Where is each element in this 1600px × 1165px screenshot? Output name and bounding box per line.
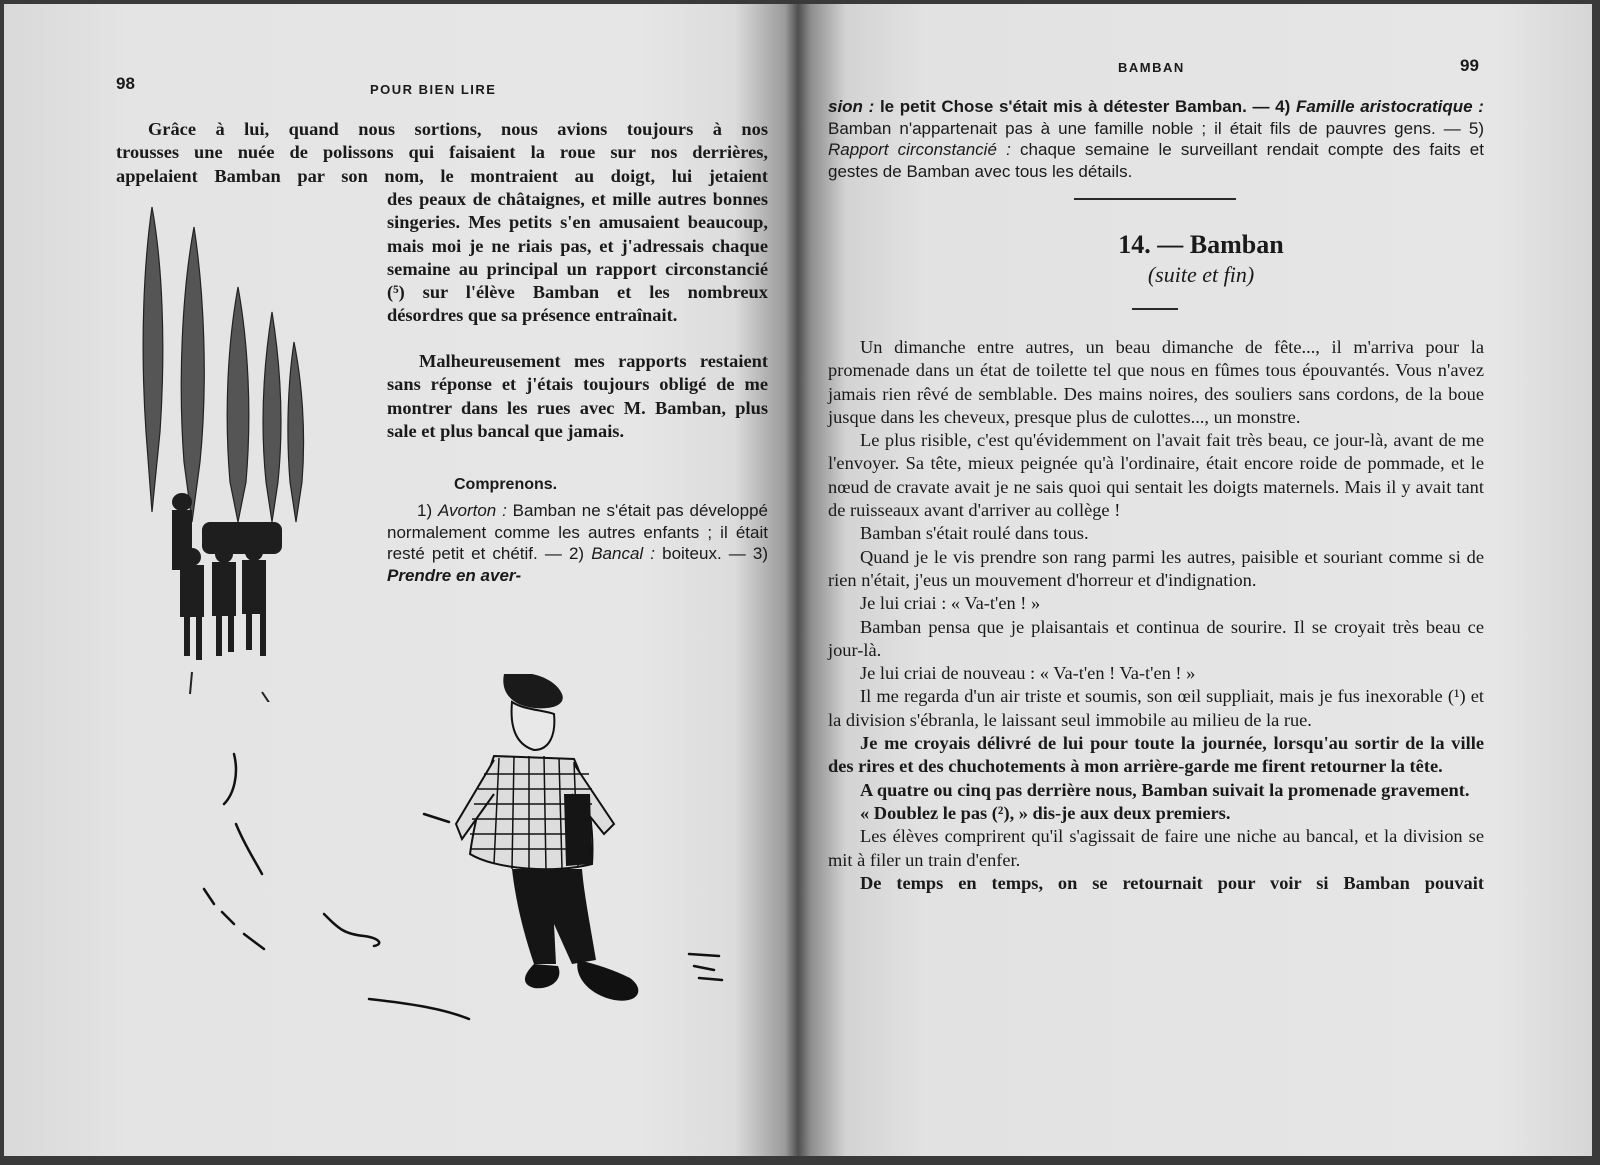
- paragraph-12: Les élèves comprirent qu'il s'agissait de faire une niche au bancal, et la division se mit à filer un train d'enfer.: [828, 826, 1484, 870]
- paragraph-11: « Doublez le pas (²), » dis-je aux deux premiers.: [860, 802, 1231, 823]
- note-3-term-end: sion :: [828, 97, 875, 116]
- left-line-1: Grâce à lui, quand nous sortions, nous avions toujours à nos: [148, 119, 768, 139]
- note-4-text: Bamban n'appartenait pas à une famille noble ; il était fils de pauvres gens. —: [828, 118, 1461, 138]
- note-3-text: le petit Chose s'était mis à détester Bamban. —: [879, 97, 1270, 116]
- paragraph-13: De temps en temps, on se retournait pour voir si Bamban pouvait: [860, 872, 1484, 893]
- note-4-term: Famille aristocratique :: [1295, 97, 1484, 116]
- paragraph-10: A quatre ou cinq pas derrière nous, Bamban suivait la promenade gravement.: [860, 779, 1470, 800]
- note-2-text: boiteux. —: [662, 544, 746, 563]
- note-5-term: Rapport circonstancié :: [828, 140, 1011, 159]
- note-4-number: 4): [1275, 97, 1291, 116]
- book-spread: [4, 4, 1592, 1156]
- note-5-text: chaque semaine le surveillant rendait compte des faits et gestes de Bamban avec tous les détails.: [828, 140, 1484, 181]
- left-page-number: 98: [116, 74, 135, 93]
- left-column-paragraph-1: des peaux de châtaignes, et mille autres bonnes singeries. Mes petits s'en amusaient beaucoup, mais moi je ne riais pas, et j'adressais chaque semaine au principal un rapport circonstancié (⁵) sur l'élève Bamban et les nombreux désordres que sa présence entraînait.: [387, 189, 768, 326]
- notes-heading: Comprenons.: [454, 476, 558, 493]
- note-3-term-start: Prendre en aver-: [387, 565, 522, 585]
- paragraph-9: Je me croyais délivré de lui pour toute la journée, lorsqu'au sortir de la ville des rires et des chuchotements à mon arrière-garde me firent retourner la tête.: [828, 733, 1484, 777]
- right-page-number: 99: [1460, 56, 1479, 75]
- paragraph-6: Bamban pensa que je plaisantais et continua de sourire. Il se croyait très beau ce jour-là.: [828, 616, 1484, 660]
- notes-block-left: [387, 500, 768, 586]
- paragraph-7: Je lui criai de nouveau : « Va-t'en ! Va-t'en ! »: [860, 663, 1196, 684]
- paragraph-1: Un dimanche entre autres, un beau dimanche de fête..., il m'arriva pour la promenade dans un état de toilette tel que nous en fûmes tous épouvantés. Vous n'avez jamais rien rêvé de semblable. Des mains noires, des souliers sans cordons, de la boue jusque dans les cheveux, presque plus de culottes..., un monstre.: [828, 337, 1484, 427]
- right-running-head: BAMBAN: [1118, 60, 1185, 75]
- paragraph-4: Quand je le vis prendre son rang parmi les autres, paisible et souriant comme si de rien n'était, j'eus un mouvement d'horreur et d'indignation.: [828, 546, 1484, 590]
- trees-and-children-illustration: [132, 202, 322, 702]
- note-3-number: 3): [752, 544, 768, 563]
- title-underline: [1132, 308, 1178, 310]
- left-line-2: trousses une nuée de polissons qui faisaient la roue sur nos derrières,: [116, 142, 768, 163]
- notes-block-right: [828, 96, 1484, 182]
- note-2-term: Bancal :: [591, 544, 656, 563]
- paragraph-3: Bamban s'était roulé dans tous.: [860, 523, 1089, 544]
- paragraph-8: Il me regarda d'un air triste et soumis, son œil suppliait, mais je fus inexorable (¹) et la division s'ébranla, le laissant seul immobile au milieu de la rue.: [828, 686, 1484, 730]
- note-5-number: 5): [1468, 118, 1484, 138]
- paragraph-5: Je lui criai : « Va-t'en ! »: [860, 593, 1041, 614]
- section-divider: [1074, 198, 1236, 200]
- left-page: [4, 4, 794, 1156]
- note-1-term: Avorton :: [437, 501, 507, 520]
- note-1-number: 1): [417, 501, 433, 520]
- chapter-body: [828, 336, 1484, 895]
- note-1-text: Bamban ne s'était pas développé normalement comme les autres enfants ; il était resté petit et chétif. —: [387, 501, 768, 563]
- left-line-3: appelaient Bamban par son nom, le montraient au doigt, lui jetaient: [116, 165, 768, 186]
- right-page: [810, 4, 1592, 1156]
- left-column-paragraph-2: Malheureusement mes rapports restaient sans réponse et j'étais toujours obligé de me montrer dans les rues avec M. Bamban, plus sale et plus bancal que jamais.: [387, 351, 768, 441]
- left-running-head: POUR BIEN LIRE: [370, 82, 497, 97]
- walking-boy-illustration: [194, 674, 734, 1074]
- paragraph-2: Le plus risible, c'est qu'évidemment on l'avait fait très beau, ce jour-là, avant de me l'envoyer. Sa tête, mieux peignée qu'à l'ordinaire, était encore roide de pommade, et le nœud de cravate avait je ne sais quoi qui sentait les doigts maternels. Mais il y avait tant de ruisseaux avant d'arriver au collège !: [828, 430, 1484, 521]
- note-2-number: 2): [568, 544, 585, 563]
- chapter-subtitle: (suite et fin): [1147, 262, 1255, 287]
- chapter-title: 14. — Bamban: [1118, 230, 1284, 259]
- left-opening-paragraph: [116, 118, 768, 188]
